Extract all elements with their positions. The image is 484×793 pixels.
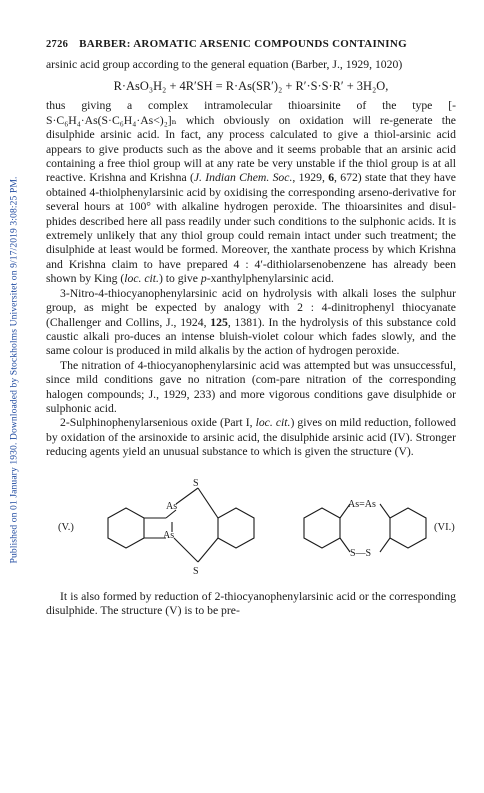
watermark-text: Published on 01 January 1930. Downloaded by Stockholms Universitet on 9/17/2019 3:08:25 PM. (8, 176, 20, 564)
structure-label-v: (V.) (58, 521, 74, 533)
publication-watermark (6, 60, 22, 680)
benzene-ring (304, 508, 340, 548)
page-number: 2726 (46, 39, 69, 50)
volume: 125 (210, 315, 228, 329)
atom-as-2: As (163, 529, 175, 541)
as-as-bond: As=As (348, 498, 376, 510)
s-s-bond: S—S (350, 547, 372, 559)
benzene-ring (218, 508, 254, 548)
reaction-equation: R·AsO₃H₂ + 4R′SH = R·As(SR′)₂ + R′·S·S·R′ + 3H₂O, (113, 79, 389, 94)
benzene-ring (108, 508, 144, 548)
paper-page (46, 38, 456, 618)
running-title: BARBER: AROMATIC ARSENIC COMPOUNDS CONTAINING (79, 38, 407, 50)
paragraph-3: 3-Nitro-4-thiocyanophenylarsinic acid on hydrolysis with alkali loses the sulphur group, as might be expected by analogy with 2 : 4-dinitrophenyl thiocyanate (Challenger and Collins, J., 1924, 125, 1381). In the hydrolysis of this substance cold caustic alkali pro-duces an intense bluish-violet colour which fades slowly, and the same colour is produced in mild alkalis by the action of hydrogen peroxide. (46, 286, 456, 358)
atom-s-bottom: S (193, 565, 199, 577)
structure-label-vi: (VI.) (434, 521, 455, 533)
paragraph-2: thus giving a complex intramolecular thioarsinite of the type [-S·C₆H₄·As(S·C₆H₄·As<)₂]ₙ which obviously on oxidation will re-generate the disulphide arsinic acid. In fact, any process calculated to give a thiol-arsinic acid appears to give products such as the above and it seems probable that an arsinic acid containing a free thiol group will at any rate be very unstable if the thiol group is at all reactive. Krishna and Krishna (J. Indian Chem. Soc., 1929, 6, 672) state that they have obtained 4-thiolphenylarsinic acid by oxidising the corresponding arseno-derivative for several hours at 100° with alkaline hydrogen peroxide. The thioarsinites and disul-phides described here all pass readily under such conditions to the sulphonic acids. It is extremely unlikely that any thiol group could remain intact under such treatment; the disulphide at least would be formed. Moreover, the xanthate process by which Krishna and Krishna claim to have prepared 4 : 4′-dithiolarsenobenzene has already been shown by King (loc. cit.) to give p-xanthylphenylarsinic acid. (46, 99, 456, 286)
paragraph-6: It is also formed by reduction of 2-thiocyanophenylarsinic acid or the corresponding disulphide. The structure (V) is to be pre- (46, 589, 456, 617)
atom-s-top: S (193, 477, 199, 489)
structure-drawings (46, 462, 456, 590)
running-header (46, 38, 456, 50)
volume: 6 (328, 171, 335, 185)
paragraph-5: 2-Sulphinophenylarsenious oxide (Part I, loc. cit.) gives on mild reduction, followed by oxidation of the arsinoxide to arsinic acid, the disulphide arsinic acid (IV). Stronger reducing agents yield an unusual substance to which is given the structure (V). (46, 416, 456, 459)
paragraph-4: The nitration of 4-thiocyanophenylarsinic acid was attempted but was unsuccessful, since mild conditions gave no nitration (com-pare nitration of the corresponding halogen compounds; J., 1929, 233) and more vigorous conditions gave disulphide or sulphonic acid. (46, 358, 456, 415)
benzene-ring (390, 508, 426, 548)
chemical-structures (46, 462, 456, 590)
paragraph-1: arsinic acid group according to the general equation (Barber, J., 1929, 1020) (46, 58, 403, 71)
journal-name: J. Indian Chem. Soc. (193, 171, 293, 185)
atom-as-1: As (166, 500, 178, 512)
